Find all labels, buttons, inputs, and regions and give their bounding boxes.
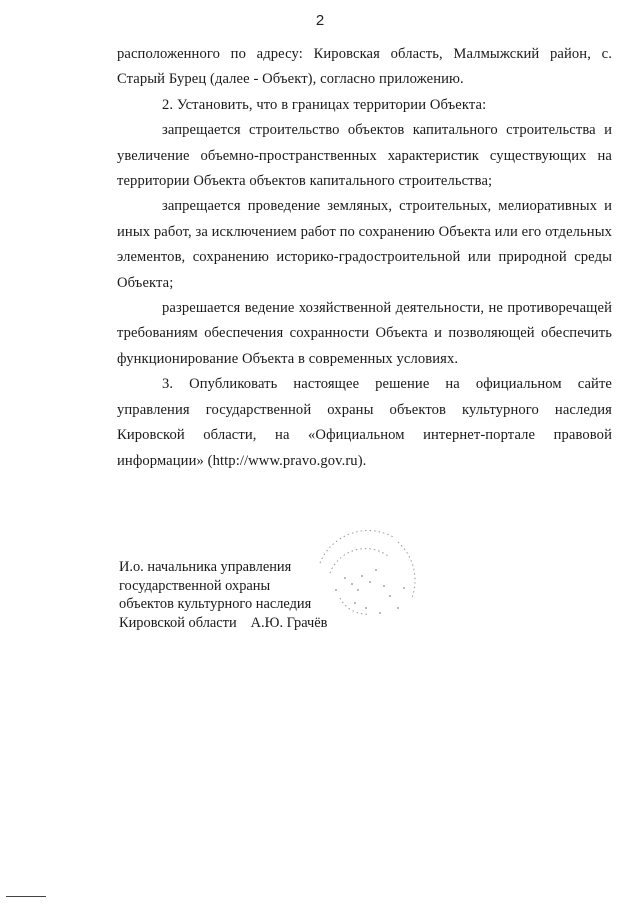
paragraph-permission-activity: разрешается ведение хозяйственной деятельности, не противоречащей требованиям обеспечения сохранности Объекта и позволяющей обеспечить функционирование Объекта в современных условиях. [117, 300, 612, 367]
signatory-name: А.Ю. Грачёв [250, 614, 328, 631]
page-number: 2 [315, 12, 325, 29]
footer-rule [6, 896, 46, 897]
stamp-seal-icon [300, 518, 420, 638]
paragraph-prohibition-works: запрещается проведение земляных, строительных, мелиоративных и иных работ, за исключением работ по сохранению Объекта или его отдельных элементов, сохранению историко-градостроительной или природной среды Объекта; [117, 198, 613, 291]
paragraph-address-continuation: расположенного по адресу: Кировская область, Малмыжский район, с. Старый Бурец (далее - Объект), согласно приложению. [117, 46, 612, 88]
paragraph-item-2: 2. Установить, что в границах территории Объекта: [162, 96, 487, 113]
paragraph-prohibition-construction: запрещается строительство объектов капитального строительства и увеличение объемно-пространственных характеристик существующих на территории Объекта объектов капитального строительства; [117, 122, 612, 190]
signatory-title-line-3: объектов культурного наследия [119, 596, 312, 612]
signatory-title-line-2: государственной охраны [119, 577, 271, 594]
paragraph-item-3-publication: 3. Опубликовать настоящее решение на официальном сайте управления государственной охраны объектов культурного наследия Кировской области, на «Официальном интернет-портале правовой информации» (http://www.pravo.gov.ru). [117, 376, 612, 469]
signatory-region: Кировской области [119, 614, 237, 631]
document-body [117, 42, 612, 474]
signatory-title-line-1: И.о. начальника управления [119, 559, 292, 575]
